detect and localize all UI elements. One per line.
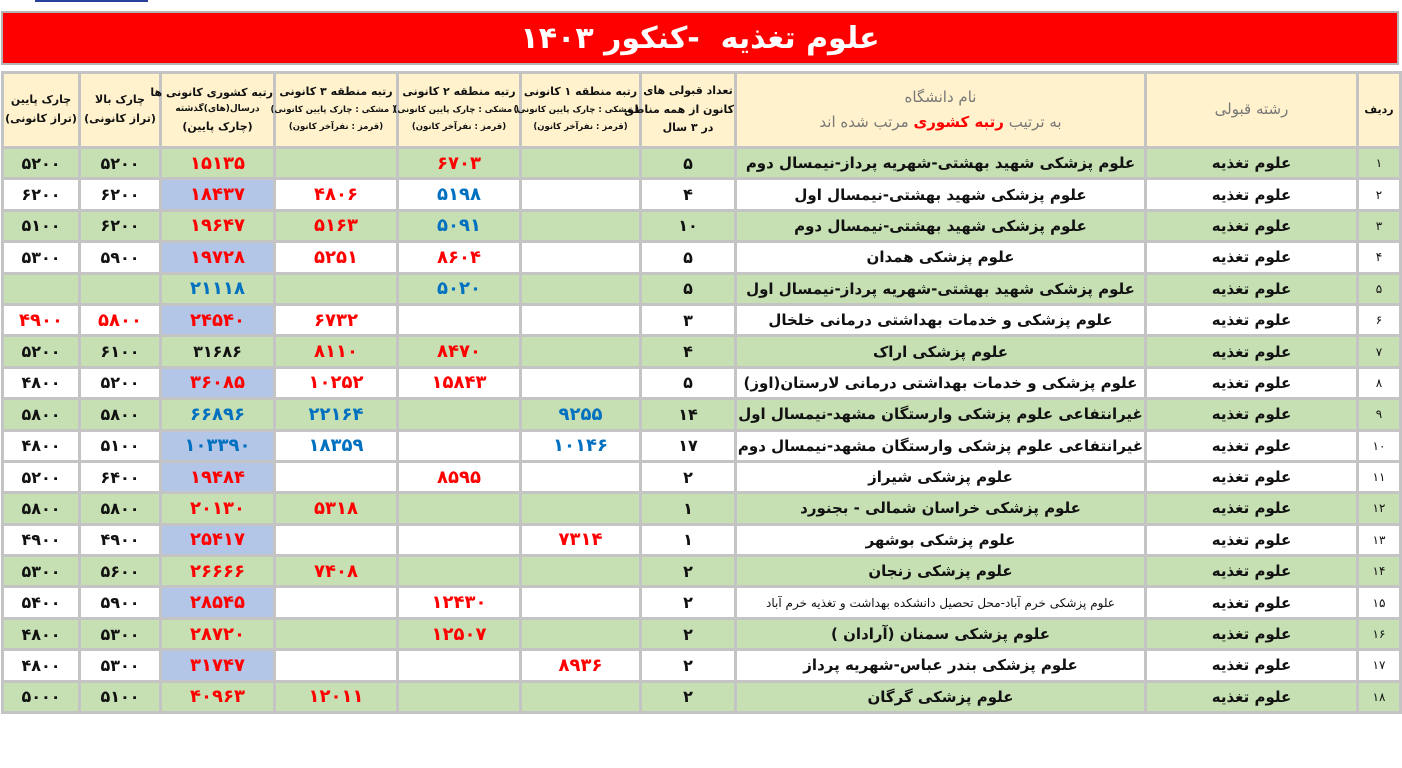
lower-quartile-cell: ۵۴۰۰: [3, 587, 80, 618]
lower-quartile-cell: ۴۹۰۰: [3, 524, 80, 555]
row-index: ۷: [1358, 336, 1401, 367]
field-cell: علوم تغذیه: [1146, 461, 1358, 492]
upper-quartile-cell: ۵۱۰۰: [80, 430, 161, 461]
university-cell: علوم پزشکی گرگان: [736, 681, 1146, 712]
row-index: ۶: [1358, 304, 1401, 335]
table-row: [3, 618, 1401, 649]
admission-count-cell: ۱۴: [641, 399, 736, 430]
region2-rank-cell: ۱۲۵۰۷: [398, 618, 521, 649]
university-cell: علوم پزشکی شهید بهشتی-شهریه پرداز-نیمسال اول: [736, 273, 1146, 304]
header-region1-note1: ( مشکی : چارک پایین کانونی): [513, 104, 639, 115]
header-university: [736, 73, 1146, 148]
region3-rank-cell: ۱۲۰۱۱: [275, 681, 398, 712]
table-body: [3, 148, 1401, 713]
table-row: [3, 273, 1401, 304]
national-rank-cell: ۱۹۴۸۴: [161, 461, 275, 492]
field-cell: علوم تغذیه: [1146, 681, 1358, 712]
region3-rank-cell: ۶۷۳۲: [275, 304, 398, 335]
university-cell: علوم پزشکی بندر عباس-شهریه پرداز: [736, 650, 1146, 681]
region3-rank-cell: ۵۲۵۱: [275, 242, 398, 273]
row-index: ۱: [1358, 148, 1401, 179]
admission-count-cell: ۲: [641, 681, 736, 712]
table-row: [3, 461, 1401, 492]
national-rank-cell: ۱۵۱۳۵: [161, 148, 275, 179]
admission-count-cell: ۳: [641, 304, 736, 335]
header-national: [150, 73, 275, 148]
region3-rank-cell: [275, 650, 398, 681]
header-row: [3, 73, 1401, 148]
lower-quartile-cell: ۵۲۰۰: [3, 148, 80, 179]
admission-count-cell: ۲: [641, 618, 736, 649]
header-region3-note1: ( مشکی : چارک پایین کانونی): [270, 104, 396, 115]
upper-quartile-cell: ۶۲۰۰: [80, 210, 161, 241]
table-row: [3, 336, 1401, 367]
lower-quartile-cell: [3, 273, 80, 304]
region3-rank-cell: [275, 273, 398, 304]
region2-rank-cell: [398, 681, 521, 712]
region1-rank-cell: [521, 304, 641, 335]
lower-quartile-cell: ۵۳۰۰: [3, 242, 80, 273]
field-cell: علوم تغذیه: [1146, 556, 1358, 587]
table-row: [3, 304, 1401, 335]
row-index: ۱۴: [1358, 556, 1401, 587]
region2-rank-cell: [398, 493, 521, 524]
sort-suffix: مرتب شده اند: [819, 113, 909, 131]
admission-count-cell: ۲: [641, 650, 736, 681]
university-cell: علوم پزشکی خرم آباد-محل تحصیل دانشکده بهداشت و تغذیه خرم آباد: [736, 587, 1146, 618]
field-cell: علوم تغذیه: [1146, 493, 1358, 524]
university-cell: علوم پزشکی همدان: [736, 242, 1146, 273]
region3-rank-cell: ۲۲۱۶۴: [275, 399, 398, 430]
upper-quartile-cell: ۵۹۰۰: [80, 587, 161, 618]
region1-rank-cell: [521, 336, 641, 367]
table-row: [3, 524, 1401, 555]
lower-quartile-cell: ۴۸۰۰: [3, 650, 80, 681]
row-index: ۵: [1358, 273, 1401, 304]
national-rank-cell: ۲۰۱۳۰: [161, 493, 275, 524]
table-row: [3, 681, 1401, 712]
admission-count-cell: ۵: [641, 367, 736, 398]
sort-key: رتبه کشوری: [913, 113, 1004, 131]
region2-rank-cell: [398, 399, 521, 430]
header-national-line2: درسال(های)گذشته: [175, 104, 260, 115]
sort-prefix: به ترتیب: [1008, 113, 1062, 131]
header-index: [1358, 73, 1401, 148]
national-rank-cell: ۴۰۹۶۳: [161, 681, 275, 712]
field-cell: علوم تغذیه: [1146, 430, 1358, 461]
row-index: ۸: [1358, 367, 1401, 398]
region1-rank-cell: [521, 242, 641, 273]
header-low-line2: (تراز کانونی): [5, 112, 77, 125]
region2-rank-cell: [398, 430, 521, 461]
table-row: [3, 650, 1401, 681]
header-upper-quartile: [80, 73, 161, 148]
table-row: [3, 148, 1401, 179]
admission-count-cell: ۵: [641, 242, 736, 273]
field-cell: علوم تغذیه: [1146, 242, 1358, 273]
header-field: [1146, 73, 1358, 148]
upper-quartile-cell: ۵۳۰۰: [80, 618, 161, 649]
region2-rank-cell: [398, 556, 521, 587]
national-rank-cell: ۲۶۶۶۶: [161, 556, 275, 587]
region1-rank-cell: ۹۲۵۵: [521, 399, 641, 430]
national-rank-cell: ۲۱۱۱۸: [161, 273, 275, 304]
region3-rank-cell: [275, 461, 398, 492]
header-count-line1: تعداد قبولی های: [643, 83, 733, 97]
field-cell: علوم تغذیه: [1146, 399, 1358, 430]
header-region3: [270, 73, 398, 148]
title-banner: [1, 11, 1399, 65]
university-cell: غیرانتفاعی علوم پزشکی وارستگان مشهد-نیمسال دوم: [736, 430, 1146, 461]
region2-rank-cell: ۸۶۰۴: [398, 242, 521, 273]
admission-count-cell: ۱۷: [641, 430, 736, 461]
field-cell: علوم تغذیه: [1146, 273, 1358, 304]
row-index: ۳: [1358, 210, 1401, 241]
header-region1-title: رتبه منطقه ۱ کانونی: [523, 84, 638, 98]
university-cell: علوم پزشکی سمنان (آرادان ): [736, 618, 1146, 649]
university-cell: علوم پزشکی شهید بهشتی-شهریه پرداز-نیمسال دوم: [736, 148, 1146, 179]
header-count-line2: کانون از همه مناطق: [624, 102, 734, 116]
header-region2-note2: (قرمز : نفرآخر کانون): [411, 122, 507, 133]
field-cell: علوم تغذیه: [1146, 148, 1358, 179]
lower-quartile-cell: ۴۸۰۰: [3, 367, 80, 398]
row-index: ۱۲: [1358, 493, 1401, 524]
admission-count-cell: ۲: [641, 587, 736, 618]
upper-quartile-cell: ۵۳۰۰: [80, 650, 161, 681]
field-cell: علوم تغذیه: [1146, 179, 1358, 210]
region1-rank-cell: [521, 681, 641, 712]
table-row: [3, 210, 1401, 241]
region3-rank-cell: [275, 148, 398, 179]
national-rank-cell: ۱۹۶۴۷: [161, 210, 275, 241]
header-university-title: نام دانشگاه: [904, 87, 977, 106]
university-cell: علوم پزشکی خراسان شمالی - بجنورد: [736, 493, 1146, 524]
national-rank-cell: ۳۱۶۸۶: [161, 336, 275, 367]
upper-quartile-cell: ۵۶۰۰: [80, 556, 161, 587]
university-cell: علوم پزشکی زنجان: [736, 556, 1146, 587]
lower-quartile-cell: ۵۰۰۰: [3, 681, 80, 712]
region3-rank-cell: ۵۱۶۳: [275, 210, 398, 241]
upper-quartile-cell: ۵۲۰۰: [80, 367, 161, 398]
row-index: ۴: [1358, 242, 1401, 273]
region2-rank-cell: ۵۰۲۰: [398, 273, 521, 304]
admission-count-cell: ۵: [641, 273, 736, 304]
upper-quartile-cell: ۵۱۰۰: [80, 681, 161, 712]
header-national-line3: (چارک پایین): [182, 119, 253, 133]
region3-rank-cell: [275, 587, 398, 618]
lower-quartile-cell: ۵۳۰۰: [3, 556, 80, 587]
upper-quartile-cell: ۶۲۰۰: [80, 179, 161, 210]
field-cell: علوم تغذیه: [1146, 304, 1358, 335]
lower-quartile-cell: ۵۲۰۰: [3, 336, 80, 367]
row-index: ۱۰: [1358, 430, 1401, 461]
field-cell: علوم تغذیه: [1146, 336, 1358, 367]
national-rank-cell: ۱۰۳۳۹۰: [161, 430, 275, 461]
header-count-line3: در ۳ سال: [662, 121, 714, 135]
region2-rank-cell: ۵۱۹۸: [398, 179, 521, 210]
national-rank-cell: ۲۵۴۱۷: [161, 524, 275, 555]
field-cell: علوم تغذیه: [1146, 367, 1358, 398]
region1-rank-cell: [521, 493, 641, 524]
region3-rank-cell: ۷۴۰۸: [275, 556, 398, 587]
field-cell: علوم تغذیه: [1146, 650, 1358, 681]
admissions-table: [1, 71, 1402, 714]
admission-count-cell: ۵: [641, 148, 736, 179]
university-cell: علوم پزشکی و خدمات بهداشتی درمانی لارستان(اوز): [736, 367, 1146, 398]
row-index: ۱۶: [1358, 618, 1401, 649]
lower-quartile-cell: ۵۸۰۰: [3, 399, 80, 430]
header-field-label: رشته قبولی: [1214, 100, 1289, 119]
university-cell: علوم پزشکی بوشهر: [736, 524, 1146, 555]
region3-rank-cell: ۴۸۰۶: [275, 179, 398, 210]
national-rank-cell: ۶۶۸۹۶: [161, 399, 275, 430]
table-row: [3, 242, 1401, 273]
row-index: ۱۱: [1358, 461, 1401, 492]
region1-rank-cell: [521, 179, 641, 210]
university-cell: غیرانتفاعی علوم پزشکی وارستگان مشهد-نیمسال اول: [736, 399, 1146, 430]
table-row: [3, 367, 1401, 398]
header-region1: [513, 73, 641, 148]
field-cell: علوم تغذیه: [1146, 524, 1358, 555]
region3-rank-cell: ۱۰۲۵۲: [275, 367, 398, 398]
field-cell: علوم تغذیه: [1146, 210, 1358, 241]
upper-quartile-cell: ۵۸۰۰: [80, 493, 161, 524]
university-cell: علوم پزشکی شیراز: [736, 461, 1146, 492]
table-row: [3, 399, 1401, 430]
admission-count-cell: ۴: [641, 336, 736, 367]
region1-rank-cell: [521, 587, 641, 618]
field-cell: علوم تغذیه: [1146, 618, 1358, 649]
header-count: [624, 73, 736, 148]
upper-quartile-cell: ۵۸۰۰: [80, 399, 161, 430]
header-region2: [393, 73, 521, 148]
admission-count-cell: ۱۰: [641, 210, 736, 241]
region2-rank-cell: ۸۴۷۰: [398, 336, 521, 367]
region2-rank-cell: [398, 650, 521, 681]
national-rank-cell: ۲۸۷۲۰: [161, 618, 275, 649]
region3-rank-cell: [275, 524, 398, 555]
region2-rank-cell: ۱۲۴۳۰: [398, 587, 521, 618]
upper-quartile-cell: [80, 273, 161, 304]
lower-quartile-cell: ۴۸۰۰: [3, 430, 80, 461]
region1-rank-cell: [521, 210, 641, 241]
university-cell: علوم پزشکی و خدمات بهداشتی درمانی خلخال: [736, 304, 1146, 335]
national-rank-cell: ۳۶۰۸۵: [161, 367, 275, 398]
header-high-line2: (تراز کانونی): [84, 112, 156, 125]
national-rank-cell: ۲۸۵۴۵: [161, 587, 275, 618]
row-index: ۱۳: [1358, 524, 1401, 555]
university-cell: علوم پزشکی اراک: [736, 336, 1146, 367]
header-high-line1: چارک بالا: [95, 93, 145, 107]
region3-rank-cell: ۵۳۱۸: [275, 493, 398, 524]
region3-rank-cell: ۸۱۱۰: [275, 336, 398, 367]
header-low-line1: چارک پایین: [10, 93, 72, 107]
lower-quartile-cell: ۵۸۰۰: [3, 493, 80, 524]
header-region3-note2: (قرمز : نفرآخر کانون): [288, 122, 384, 133]
region3-rank-cell: [275, 618, 398, 649]
national-rank-cell: ۳۱۷۴۷: [161, 650, 275, 681]
row-index: ۱۸: [1358, 681, 1401, 712]
region2-rank-cell: ۵۰۹۱: [398, 210, 521, 241]
row-index: ۱۷: [1358, 650, 1401, 681]
page-title: علوم تغذیه -کنکور ۱۴۰۳: [520, 20, 880, 56]
table-row: [3, 587, 1401, 618]
header-region3-title: رتبه منطقه ۳ کانونی: [279, 84, 393, 98]
row-index: ۱۵: [1358, 587, 1401, 618]
header-region1-note2: (قرمز : نفرآخر کانون): [533, 122, 628, 133]
lower-quartile-cell: ۶۲۰۰: [3, 179, 80, 210]
national-rank-cell: ۱۹۷۲۸: [161, 242, 275, 273]
university-cell: علوم پزشکی شهید بهشتی-نیمسال دوم: [736, 210, 1146, 241]
table-row: [3, 493, 1401, 524]
upper-quartile-cell: ۵۹۰۰: [80, 242, 161, 273]
upper-quartile-cell: ۶۱۰۰: [80, 336, 161, 367]
upper-quartile-cell: ۶۴۰۰: [80, 461, 161, 492]
region2-rank-cell: ۱۵۸۴۳: [398, 367, 521, 398]
region3-rank-cell: ۱۸۳۵۹: [275, 430, 398, 461]
region1-rank-cell: ۱۰۱۴۶: [521, 430, 641, 461]
region1-rank-cell: ۷۳۱۴: [521, 524, 641, 555]
lower-quartile-cell: ۴۸۰۰: [3, 618, 80, 649]
header-university-sort: [737, 110, 1144, 136]
admission-count-cell: ۴: [641, 179, 736, 210]
table-row: [3, 179, 1401, 210]
university-cell: علوم پزشکی شهید بهشتی-نیمسال اول: [736, 179, 1146, 210]
header-region2-title: رتبه منطقه ۲ کانونی: [402, 84, 516, 98]
admission-count-cell: ۲: [641, 461, 736, 492]
upper-quartile-cell: ۵۸۰۰: [80, 304, 161, 335]
region2-rank-cell: ۸۵۹۵: [398, 461, 521, 492]
admission-count-cell: ۱: [641, 493, 736, 524]
region1-rank-cell: [521, 367, 641, 398]
upper-quartile-cell: ۴۹۰۰: [80, 524, 161, 555]
region2-rank-cell: ۶۷۰۳: [398, 148, 521, 179]
admission-count-cell: ۲: [641, 556, 736, 587]
region1-rank-cell: [521, 556, 641, 587]
table-row: [3, 556, 1401, 587]
admission-count-cell: ۱: [641, 524, 736, 555]
row-index: ۹: [1358, 399, 1401, 430]
region2-rank-cell: [398, 524, 521, 555]
row-index: ۲: [1358, 179, 1401, 210]
national-rank-cell: ۲۴۵۴۰: [161, 304, 275, 335]
header-region2-note1: ( مشکی : چارک پایین کانونی): [393, 104, 519, 115]
region1-rank-cell: ۸۹۳۶: [521, 650, 641, 681]
region2-rank-cell: [398, 304, 521, 335]
region1-rank-cell: [521, 148, 641, 179]
lower-quartile-cell: ۵۲۰۰: [3, 461, 80, 492]
region1-rank-cell: [521, 461, 641, 492]
field-cell: علوم تغذیه: [1146, 587, 1358, 618]
national-rank-cell: ۱۸۴۳۷: [161, 179, 275, 210]
header-lower-quartile: [3, 73, 80, 148]
region1-rank-cell: [521, 618, 641, 649]
lower-quartile-cell: ۴۹۰۰: [3, 304, 80, 335]
top-decorative-line: [35, 0, 148, 2]
table-row: [3, 430, 1401, 461]
header-index-label: ردیف: [1364, 102, 1394, 116]
header-national-line1: رتبه کشوری کانونی ها: [150, 85, 273, 99]
upper-quartile-cell: ۵۲۰۰: [80, 148, 161, 179]
lower-quartile-cell: ۵۱۰۰: [3, 210, 80, 241]
region1-rank-cell: [521, 273, 641, 304]
